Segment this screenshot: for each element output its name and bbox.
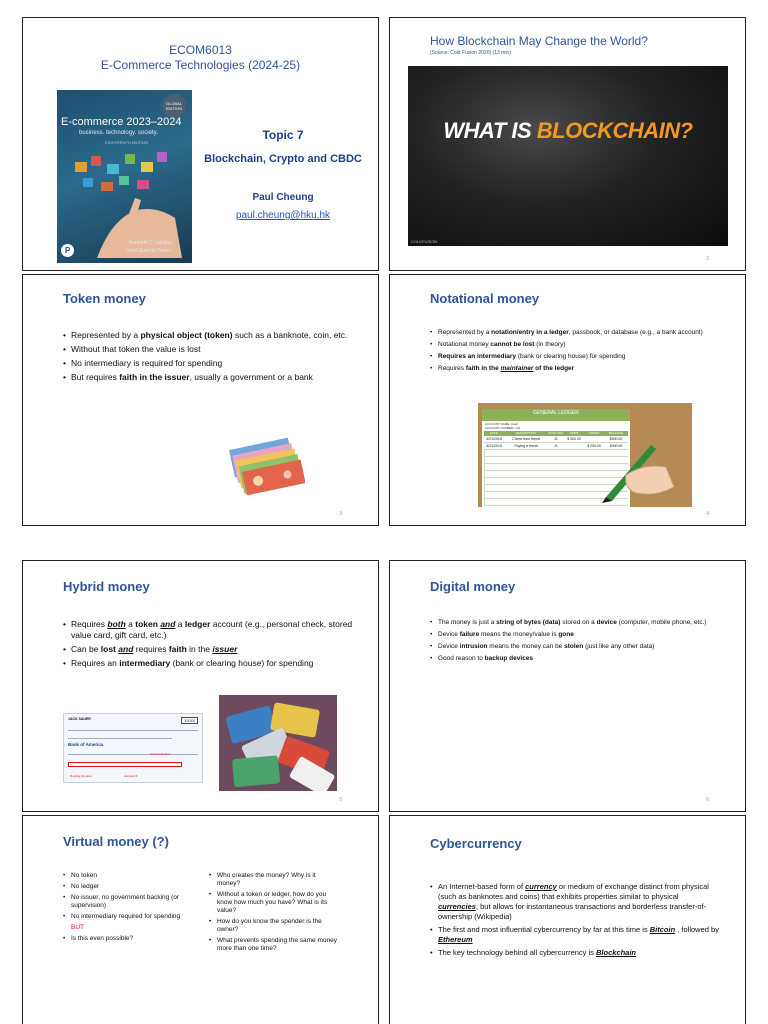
check-line-2: [68, 738, 172, 739]
course-code: ECOM6013: [169, 43, 232, 57]
ledger-row-2: 4/21/2015 Paying a friend J1 $ 200.00 $300.00: [484, 443, 628, 450]
bullet-3: • Device intrusion means the money can be stolen (just like any other data): [430, 642, 730, 651]
slide-title: Token money: [63, 291, 146, 306]
bullet-3: • Requires an intermediary (bank or clearing house) for spending: [430, 352, 730, 361]
book-subtitle: business. technology. society.: [79, 130, 158, 136]
bullet-list: [63, 330, 353, 386]
bullet-4: • Good reason to backup devices: [430, 654, 730, 663]
book-edition: EIGHTEENTH EDITION: [105, 140, 149, 145]
bullet-2: • The first and most influential cybercurrency by far at this time is Bitcoin , followed by Ethereum: [430, 925, 720, 945]
bullet-1: • No token: [63, 872, 188, 880]
bullet-list: [430, 618, 730, 666]
banknotes-image: [225, 435, 305, 495]
bullet-1: • Represented by a physical object (token) such as a banknote, coin, etc.: [63, 330, 353, 341]
ledger-row-1: 4/21/2015 Check from friend J1 $ 500.00 $500.00: [484, 436, 628, 443]
ledger-account-number: ACCOUNT NUMBER: 101: [485, 426, 521, 430]
bullet-3: • No issuer, no government backing (or supervision): [63, 894, 188, 910]
bullet-3: • No intermediary is required for spending: [63, 358, 353, 369]
check-name: JACK SAUER: [68, 717, 91, 721]
bullet-1: • An Internet-based form of currency or medium of exchange distinct from physical (such as banknotes and coins) that exhibits properties similar to physical currencies, but allows for instantaneous transactions and borderless transfer-of-ownership (Wikipedia): [430, 882, 720, 922]
book-title: E-commerce 2023–2024: [61, 116, 182, 128]
video-thumbnail[interactable]: [408, 66, 728, 246]
course-title: E-Commerce Technologies (2024-25): [100, 58, 301, 72]
slide-title: Digital money: [430, 579, 516, 594]
bullet-list: [430, 328, 730, 376]
page-number: 6: [706, 797, 709, 803]
question-1: • Who creates the money? Why is it money?: [209, 872, 339, 888]
ledger-header-row: DATE DESCRIPTION POST REF. DEBIT CREDIT BALANCE: [484, 431, 628, 436]
presenter-email[interactable]: paul.cheung@hku.hk: [235, 210, 331, 221]
bullet-2: • No ledger: [63, 883, 188, 891]
slide-1: [22, 17, 379, 271]
bullet-list: [63, 619, 353, 672]
bullet-2: • Notational money cannot be lost (in theory): [430, 340, 730, 349]
video-source: (Source: Cold Fusion 2020) (13 min): [430, 50, 511, 56]
ledger-header: GENERAL LEDGER: [533, 410, 579, 416]
slide-3: [22, 274, 379, 526]
slide-6: [389, 560, 746, 812]
bullet-list-right: [209, 872, 339, 956]
question-4: • What prevents spending the same money more than one time?: [209, 937, 339, 953]
slide-2: [389, 17, 746, 271]
slide-title: How Blockchain May Change the World?: [430, 34, 648, 48]
ledger-image: [478, 403, 692, 507]
slide-4: [389, 274, 746, 526]
bullet-1: • Represented by a notation/entry in a ledger, passbook, or database (e.g., a bank account): [430, 328, 730, 337]
bullet-2: • Can be lost and requires faith in the issuer: [63, 644, 353, 655]
bullet-list: [430, 882, 720, 961]
ledger-account-name: ACCOUNT NAME: Cash: [485, 422, 518, 426]
presenter-name: Paul Cheung: [252, 192, 314, 203]
video-headline: WHAT IS BLOCKCHAIN?: [443, 118, 693, 143]
bullet-5: • Is this even possible?: [63, 935, 188, 943]
question-2: • Without a token or ledger, how do you know how much you have? What is its value?: [209, 891, 339, 915]
routing-number-label: Routing Number: [70, 774, 92, 778]
topic-title: Blockchain, Crypto and CBDC: [204, 153, 362, 165]
check-bank-name: Bank of America: [68, 742, 104, 747]
page-number: 4: [706, 511, 709, 517]
slide-7: [22, 815, 379, 1024]
check-image: [63, 713, 203, 783]
question-3: • How do you know the spender is the owner?: [209, 918, 339, 934]
pearson-logo: P: [61, 244, 74, 257]
book-author-2: Carol Guercio Traver: [125, 248, 172, 254]
slide-title: Hybrid money: [63, 579, 150, 594]
bullet-4: • But requires faith in the issuer, usually a government or a bank: [63, 372, 353, 383]
check-number-label: Check Number: [150, 752, 171, 756]
hand-pen-icon: [596, 427, 676, 507]
page-number: 5: [339, 797, 342, 803]
bullet-2: • Without that token the value is lost: [63, 344, 353, 355]
check-line-1: [68, 730, 198, 731]
book-author-1: Kenneth C. Laudon: [129, 240, 173, 246]
check-micr-line: [68, 762, 182, 767]
slide-8: [389, 815, 746, 1024]
edition-badge: GLOBAL EDITION: [162, 94, 186, 118]
bullet-list-left: [63, 872, 188, 946]
bullet-3: • The key technology behind all cybercurrency is Blockchain: [430, 948, 720, 958]
page-number: 2: [706, 256, 709, 262]
account-number-label: Account #: [124, 774, 138, 778]
book-cover: [57, 90, 192, 263]
check-line-3: [68, 754, 198, 755]
slide-title: Virtual money (?): [63, 834, 169, 849]
bullet-1: • Requires both a token and a ledger account (e.g., personal check, stored value card, gift card, etc.): [63, 619, 353, 641]
bullet-4: • Requires faith in the maintainer of the ledger: [430, 364, 730, 373]
slide-title: Notational money: [430, 291, 540, 306]
check-number-box: XXXX: [181, 717, 198, 724]
but-label: BUT: [71, 924, 84, 931]
page-number: 3: [339, 511, 342, 517]
topic-number: Topic 7: [262, 128, 304, 142]
slide-title: Cybercurrency: [430, 836, 522, 851]
slide-5: [22, 560, 379, 812]
bullet-1: • The money is just a string of bytes (data) stored on a device (computer, mobile phone, etc.): [430, 618, 730, 627]
bullet-4: • No intermediary required for spending: [63, 913, 188, 921]
video-credit: COLDFUSION: [411, 239, 438, 244]
bullet-2: • Device failure means the money/value is gone: [430, 630, 730, 639]
bullet-3: • Requires an intermediary (bank or clearing house) for spending: [63, 658, 353, 669]
cards-image: [219, 695, 337, 791]
